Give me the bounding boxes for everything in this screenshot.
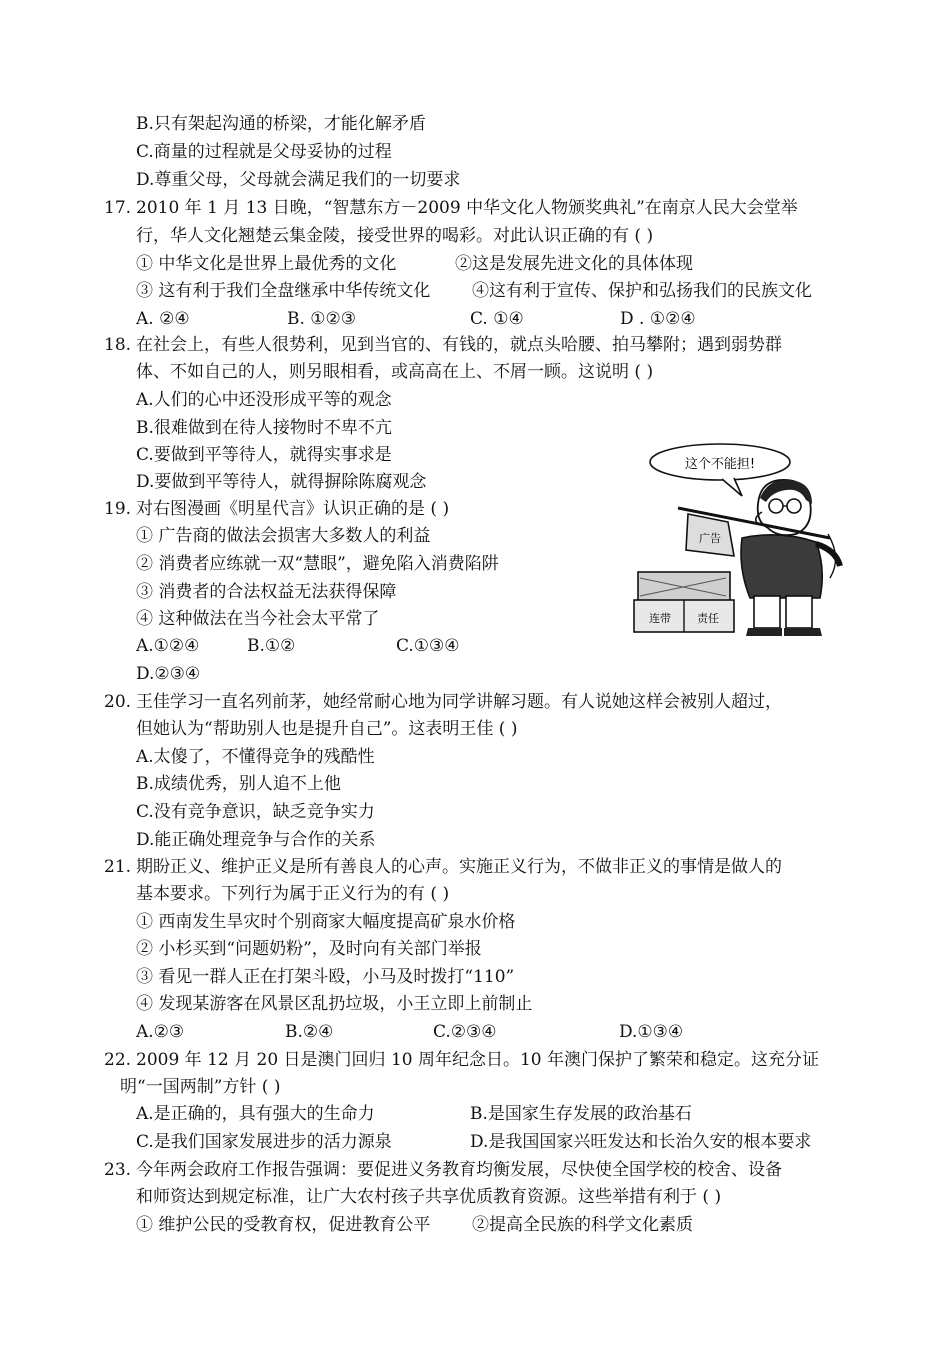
option-a: A.②③ — [136, 1022, 185, 1042]
statement: ③ 这有利于我们全盘继承中华传统文化 — [136, 281, 431, 301]
question-number: 17. — [104, 198, 132, 218]
question-number: 23. — [104, 1160, 132, 1180]
option-a: A.太傻了，不懂得竞争的残酷性 — [136, 747, 375, 767]
statement: ③ 看见一群人正在打架斗殴，小马及时拨打“110” — [136, 967, 515, 987]
option-b: B.①② — [247, 636, 296, 656]
question-stem: 对右图漫画《明星代言》认识正确的是 ( ) — [136, 499, 450, 519]
question-stem: 王佳学习一直名列前茅，她经常耐心地为同学讲解习题。有人说她这样会被别人超过， — [136, 692, 782, 712]
statement: ③ 消费者的合法权益无法获得保障 — [136, 582, 397, 602]
option-d: D . ①②④ — [620, 309, 696, 329]
celebrity-endorsement-cartoon — [630, 438, 855, 643]
question-stem: 行，华人文化翘楚云集金陵，接受世界的喝彩。对此认识正确的有 ( ) — [136, 226, 654, 246]
question-stem: 体、不如自己的人，则另眼相看，或高高在上、不屑一顾。这说明 ( ) — [136, 362, 654, 382]
option-c: C.要做到平等待人，就得实事求是 — [136, 445, 392, 465]
question-stem: 但她认为“帮助别人也是提升自己”。这表明王佳 ( ) — [136, 719, 518, 739]
question-number: 21. — [104, 857, 132, 877]
statement: ① 广告商的做法会损害大多数人的利益 — [136, 526, 431, 546]
question-stem: 2009 年 12 月 20 日是澳门回归 10 周年纪念日。10 年澳门保护了繁荣和稳定。这充分证 — [136, 1050, 820, 1070]
option-c: C.①③④ — [396, 636, 460, 656]
option-a: A. ②④ — [136, 309, 190, 329]
option-b: B. ①②③ — [287, 309, 357, 329]
prev-option-d: D.尊重父母，父母就会满足我们的一切要求 — [136, 170, 461, 190]
statement: ④ 发现某游客在风景区乱扔垃圾，小王立即上前制止 — [136, 994, 533, 1014]
question-stem: 期盼正义、维护正义是所有善良人的心声。实施正义行为，不做非正义的事情是做人的 — [136, 857, 782, 877]
question-number: 19. — [104, 499, 132, 519]
option-b: B.很难做到在待人接物时不卑不亢 — [136, 418, 392, 438]
box-label-right: 责任 — [697, 612, 719, 625]
option-c: C. ①④ — [470, 309, 524, 329]
statement: ④这有利于宣传、保护和弘扬我们的民族文化 — [472, 281, 812, 301]
question-number: 18. — [104, 335, 132, 355]
prev-option-c: C.商量的过程就是父母妥协的过程 — [136, 142, 392, 162]
statement: ② 小杉买到“问题奶粉”，及时向有关部门举报 — [136, 939, 482, 959]
option-d: D.能正确处理竞争与合作的关系 — [136, 830, 376, 850]
option-c: C.是我们国家发展进步的活力源泉 — [136, 1132, 392, 1152]
question-stem: 2010 年 1 月 13 日晚，“智慧东方－2009 中华文化人物颁奖典礼”在南京人民大会堂举 — [136, 198, 798, 218]
option-c: C.②③④ — [433, 1022, 497, 1042]
option-d: D.①③④ — [619, 1022, 684, 1042]
statement: ① 中华文化是世界上最优秀的文化 — [136, 254, 397, 274]
option-c: C.没有竞争意识，缺乏竞争实力 — [136, 802, 375, 822]
option-d: D.要做到平等待人，就得摒除陈腐观念 — [136, 472, 427, 492]
question-stem: 今年两会政府工作报告强调：要促进义务教育均衡发展，尽快使全国学校的校舍、设备 — [136, 1160, 782, 1180]
question-stem: 基本要求。下列行为属于正义行为的有 ( ) — [136, 884, 450, 904]
question-stem: 和师资达到规定标准，让广大农村孩子共享优质教育资源。这些举措有利于 ( ) — [136, 1187, 722, 1207]
box-label-left: 连带 — [649, 612, 671, 625]
statement: ① 维护公民的受教育权，促进教育公平 — [136, 1215, 431, 1235]
bag-label: 广告 — [699, 532, 721, 545]
option-d: D.是我国国家兴旺发达和长治久安的根本要求 — [470, 1132, 812, 1152]
prev-option-b: B.只有架起沟通的桥梁，才能化解矛盾 — [136, 114, 426, 134]
option-b: B.②④ — [285, 1022, 334, 1042]
question-number: 20. — [104, 692, 132, 712]
statement: ②提高全民族的科学文化素质 — [472, 1215, 693, 1235]
statement: ① 西南发生旱灾时个别商家大幅度提高矿泉水价格 — [136, 912, 516, 932]
option-b: B.是国家生存发展的政治基石 — [470, 1104, 692, 1124]
statement: ② 消费者应练就一双“慧眼”，避免陷入消费陷阱 — [136, 554, 499, 574]
option-a: A.①②④ — [136, 636, 200, 656]
option-b: B.成绩优秀，别人追不上他 — [136, 774, 341, 794]
option-a: A.人们的心中还没形成平等的观念 — [136, 390, 392, 410]
question-stem: 明“一国两制”方针 ( ) — [120, 1077, 281, 1097]
statement: ④ 这种做法在当今社会太平常了 — [136, 609, 380, 629]
question-stem: 在社会上，有些人很势利，见到当官的、有钱的，就点头哈腰、拍马攀附；遇到弱势群 — [136, 335, 782, 355]
speech-bubble-text: 这个不能担! — [684, 457, 756, 472]
question-number: 22. — [104, 1050, 132, 1070]
option-d: D.②③④ — [136, 664, 201, 684]
option-a: A.是正确的，具有强大的生命力 — [136, 1104, 375, 1124]
statement: ②这是发展先进文化的具体体现 — [455, 254, 693, 274]
